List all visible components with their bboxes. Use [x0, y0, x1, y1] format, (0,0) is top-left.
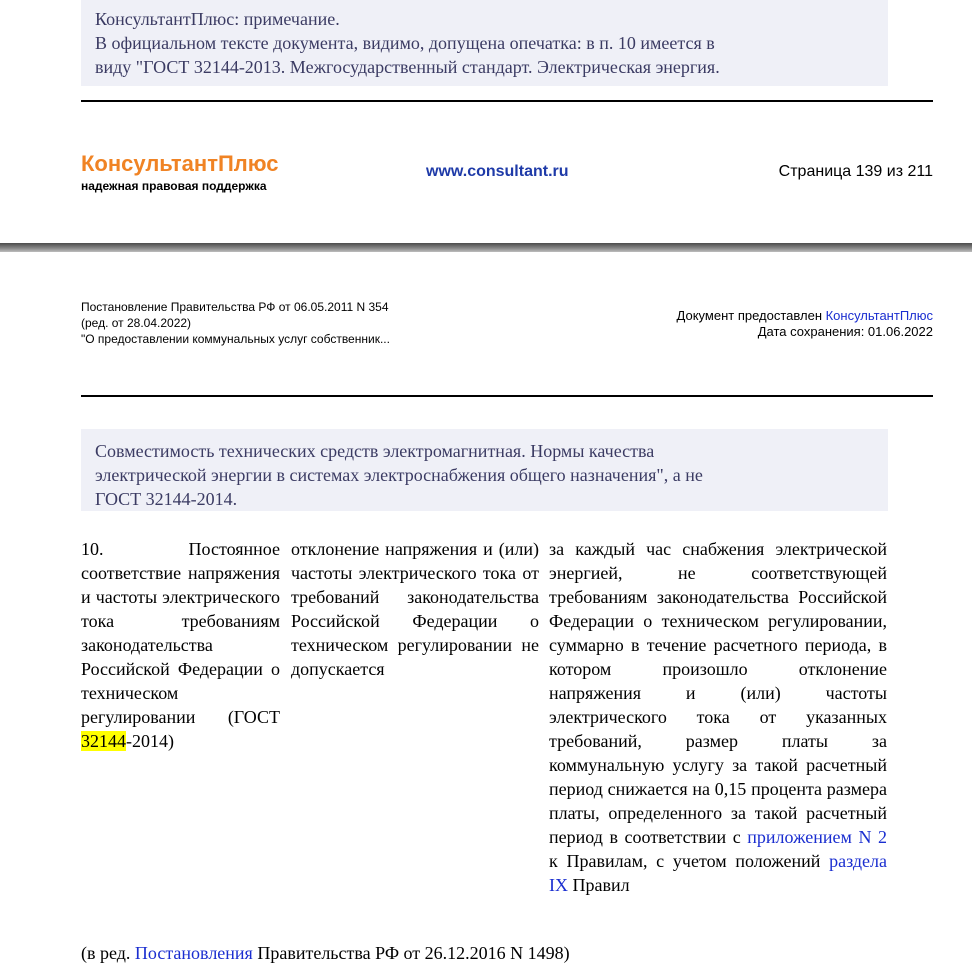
cell-text: электрического тока: [81, 587, 281, 631]
document-revision: (ред. от 28.04.2022): [81, 316, 192, 330]
editor-note-top: [81, 0, 888, 86]
cell-text: регулировании (ГОСТ: [81, 707, 280, 727]
cell-text: процента размера платы,: [549, 779, 888, 823]
cell-text: (или) частоты: [291, 539, 539, 583]
page-break-bar: [0, 243, 972, 252]
document-subject: "О предоставлении коммунальных услуг собственник...: [81, 332, 390, 346]
note-line: виду "ГОСТ 32144-2013. Межгосударственный стандарт. Электрическая энергия.: [95, 57, 720, 77]
cell-text: законодательства: [81, 635, 213, 655]
cell-text: соответствующей требованиям: [549, 563, 887, 607]
cell-text: к Правилам, с учетом положений: [549, 851, 821, 871]
revision-note: [81, 941, 570, 965]
brand-tagline: надежная правовая поддержка: [81, 179, 267, 193]
table-cell-payment-reduction: [549, 537, 887, 897]
cell-text: произошло отклонение напряжения и: [549, 659, 887, 703]
cell-text: Федерации о техническом: [549, 611, 759, 631]
resolution-link[interactable]: Постановления: [134, 943, 253, 963]
page-counter: Страница 139 из 211: [778, 163, 933, 180]
table-cell-deviation: [291, 537, 539, 681]
site-link[interactable]: www.consultant.ru: [426, 163, 569, 180]
cell-text: техническом регулировании: [291, 635, 512, 655]
cell-text: о техническом: [81, 659, 280, 703]
provider-info: [677, 308, 933, 340]
cell-text: за каждый час снабжения: [549, 539, 765, 559]
cell-text: законодательства: [407, 587, 539, 607]
cell-text: требований: [291, 587, 380, 607]
cell-text: за коммунальную услугу за такой: [549, 731, 887, 775]
cell-text: Правил: [568, 875, 630, 895]
cell-text: определенного за такой расчетный: [608, 803, 888, 823]
revision-suffix: Правительства РФ от 26.12.2016 N 1498): [252, 943, 570, 963]
provided-by-label: Документ предоставлен: [676, 308, 826, 323]
note-line: ГОСТ 32144-2014.: [95, 489, 238, 509]
cell-text: регулировании, суммарно в течение: [549, 611, 887, 655]
note-line: электрической энергии в системах электроснабжения общего назначения", а не: [95, 465, 703, 485]
document-info: [81, 299, 390, 347]
cell-text: расчетного периода, в котором: [549, 635, 887, 679]
note-title: КонсультантПлюс: примечание.: [95, 9, 340, 29]
cell-text: напряжения и частоты: [81, 563, 280, 607]
note-line: Совместимость технических средств электромагнитная. Нормы качества: [95, 441, 655, 461]
cell-text: расчетный период снижается на 0,15: [549, 755, 887, 799]
cell-text: соответствие: [81, 563, 182, 583]
cell-text: не допускается: [291, 635, 539, 679]
saved-date: Дата сохранения: 01.06.2022: [757, 324, 933, 339]
cell-text: Российской Федерации о: [291, 611, 539, 631]
cell-text: отклонение напряжения и: [291, 539, 493, 559]
cell-text: законодательства Российской: [656, 587, 888, 607]
cell-text: -2014): [126, 731, 174, 751]
brand-logo: КонсультантПлюс: [81, 151, 279, 176]
search-highlight: 32144: [81, 731, 126, 751]
horizontal-rule: [81, 100, 933, 102]
cell-text: (или) частоты электрического тока от: [549, 683, 888, 727]
cell-text: 10. Постоянное: [81, 539, 280, 559]
cell-text: электрического тока от: [358, 563, 539, 583]
table-cell-requirement: [81, 537, 280, 753]
appendix-2-link[interactable]: приложением: [747, 827, 852, 847]
note-line: В официальном тексте документа, видимо, допущена опечатка: в п. 10 имеется в: [95, 33, 715, 53]
editor-note-continued: [81, 429, 888, 511]
revision-prefix: (в ред.: [81, 943, 135, 963]
provider-link[interactable]: КонсультантПлюс: [825, 308, 933, 323]
cell-text: электрической энергией, не: [549, 539, 888, 583]
cell-text: указанных требований, размер платы: [549, 707, 887, 751]
cell-text: Российской Федерации: [81, 659, 263, 679]
document-title: Постановление Правительства РФ от 06.05.2011 N 354: [81, 300, 389, 314]
section-ix-link[interactable]: раздела IX: [549, 851, 888, 895]
appendix-2-link-number[interactable]: N 2: [858, 827, 888, 847]
horizontal-rule: [81, 395, 933, 397]
cell-text: период в соответствии с: [549, 827, 748, 847]
cell-text: требованиям: [181, 611, 280, 631]
